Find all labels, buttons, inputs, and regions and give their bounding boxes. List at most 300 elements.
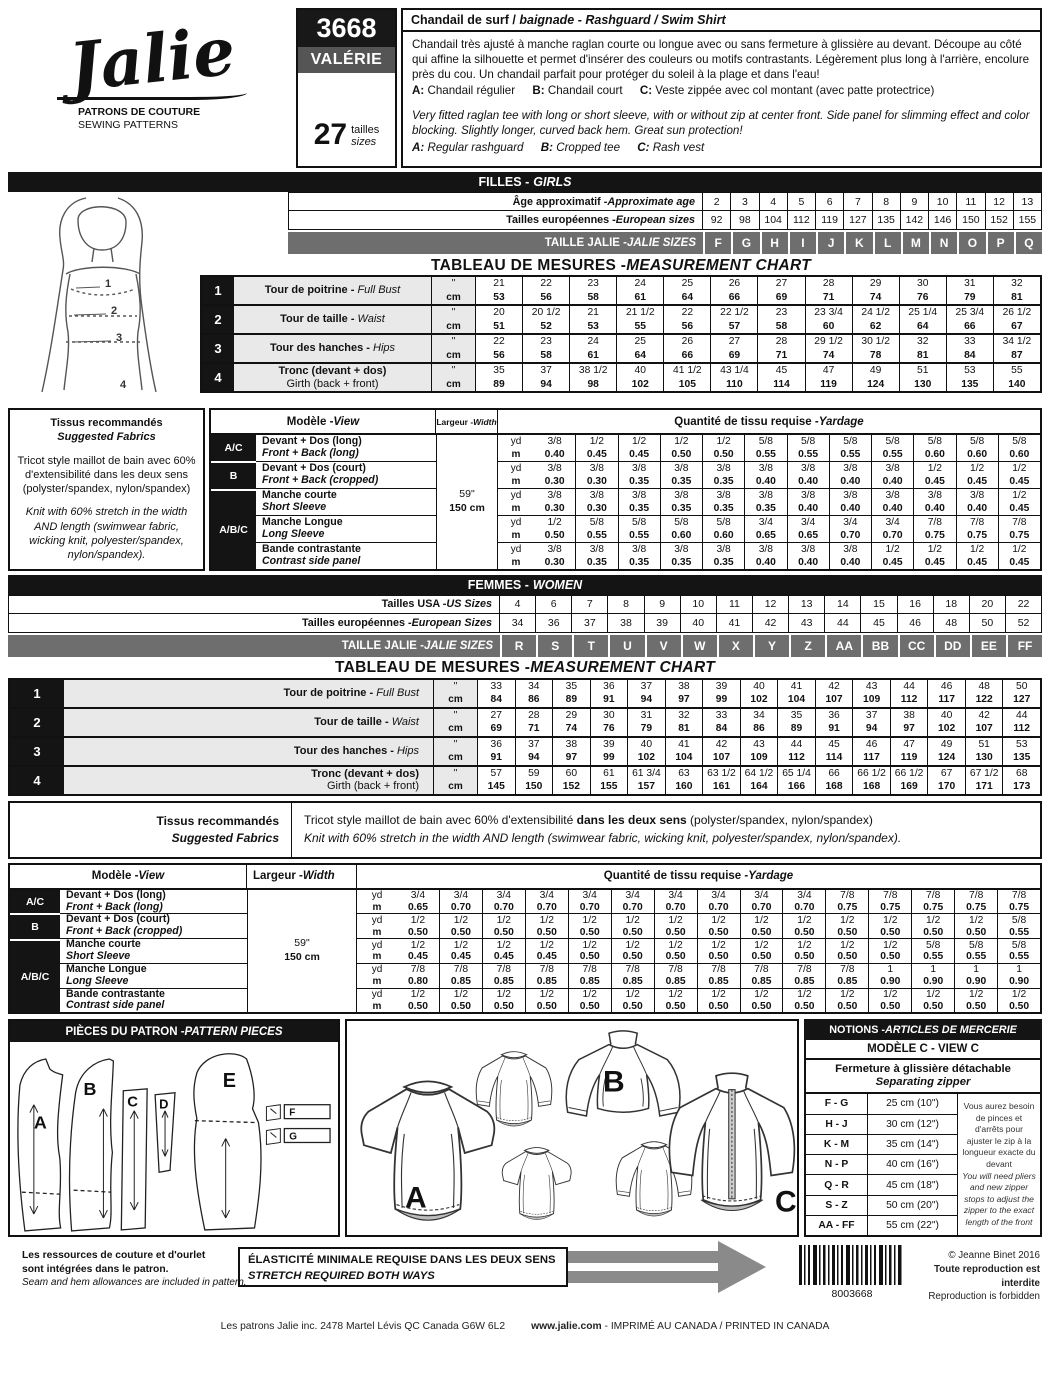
yd-value: 3/8 <box>618 489 660 502</box>
age-cell: 5 <box>788 192 816 211</box>
m-value: 0.50 <box>568 1000 611 1012</box>
euro-size-cell: 48 <box>934 614 970 633</box>
yd-value: 3/4 <box>654 890 697 902</box>
cm-value: 64 <box>616 349 663 363</box>
cm-value: 64 <box>899 320 946 334</box>
euro-size-cell: 152 <box>986 211 1014 230</box>
m-value: 0.90 <box>997 976 1040 988</box>
yd-value: 7/8 <box>997 890 1040 902</box>
us-size-cell: 22 <box>1006 595 1042 614</box>
m-value: 0.75 <box>998 529 1040 542</box>
inch-value: 67 1/2 <box>965 767 1003 781</box>
cm-value: 161 <box>702 780 740 794</box>
yd-value: 1/2 <box>654 989 697 1001</box>
m-value: 0.45 <box>575 448 617 461</box>
sizes-label-en: sizes <box>351 135 377 148</box>
inch-value: 33 <box>702 709 740 723</box>
yd-value: 1/2 <box>697 989 740 1001</box>
inch-value: 26 1/2 <box>993 306 1040 320</box>
inch-value: 66 <box>815 767 853 781</box>
view-label: B <box>10 915 60 941</box>
yd-value: 3/8 <box>787 462 829 475</box>
m-value: 0.50 <box>654 1000 697 1012</box>
inch-value: 38 1/2 <box>569 364 616 378</box>
m-value: 0.50 <box>825 1000 868 1012</box>
yd-value: 7/8 <box>697 964 740 976</box>
m-value: 0.85 <box>782 976 825 988</box>
cm-value: 76 <box>899 291 946 305</box>
euro-size-cell: 44 <box>825 614 861 633</box>
cm-value: 78 <box>852 349 899 363</box>
yd-value: 1/2 <box>660 435 702 448</box>
m-value: 0.30 <box>544 475 565 487</box>
jalie-size-cell: S <box>536 635 572 657</box>
yd-value: 1/2 <box>782 989 825 1001</box>
cm-value: 58 <box>522 349 569 363</box>
cm-value: 89 <box>552 693 590 707</box>
euro-size-cell: 155 <box>1014 211 1042 230</box>
yd-value: 1/2 <box>611 939 654 951</box>
cm-value: 97 <box>552 751 590 765</box>
m-value: 0.75 <box>825 902 868 914</box>
m-value: 0.50 <box>525 1000 568 1012</box>
inch-value: 36 <box>815 709 853 723</box>
fabric-width-cell: 59" 150 cm <box>247 890 357 1013</box>
yd-value: 7/8 <box>568 964 611 976</box>
cm-value: 130 <box>899 378 946 392</box>
m-value: 0.55 <box>618 529 660 542</box>
yd-value: 1/2 <box>956 462 998 475</box>
m-value: 0.75 <box>913 529 955 542</box>
inch-value: 67 <box>927 767 965 781</box>
cm-value: 71 <box>515 722 553 736</box>
barcode-image <box>797 1245 907 1285</box>
m-value: 0.30 <box>544 556 565 568</box>
cm-value: 86 <box>515 693 553 707</box>
m-value: 0.50 <box>654 926 697 938</box>
m-value: 0.70 <box>782 902 825 914</box>
inch-value: 40 <box>740 680 778 694</box>
cm-value: 130 <box>965 751 1003 765</box>
us-size-cell: 9 <box>645 595 681 614</box>
inch-value: 27 <box>490 709 502 721</box>
yd-value: 1/2 <box>568 914 611 926</box>
women-measure-row-girth: 4 Tronc (devant + dos) Girth (back + front) " cm 57 59 60 61 61 3/4 63 63 1/2 64 1/2 65 1/4 66 66 1/2 66 1/2 67 67 1/2 68 145 150 152 155 157 160 161 164 166 168 168 169 170 171 173 <box>8 765 1042 796</box>
yd-value: 1 <box>997 964 1040 976</box>
m-value: 0.35 <box>744 502 786 515</box>
zipper-row: AA - FF 55 cm (22") <box>806 1216 957 1235</box>
m-value: 0.35 <box>702 475 744 488</box>
pattern-pieces-drawing <box>10 1042 338 1235</box>
inch-value: 51 <box>899 364 946 378</box>
inch-value: 26 <box>663 335 710 349</box>
zipper-row: Q - R 45 cm (18") <box>806 1175 957 1195</box>
svg-text:B: B <box>83 1079 97 1100</box>
m-value: 0.40 <box>829 475 871 488</box>
cm-value: 155 <box>590 780 628 794</box>
inch-value: 25 <box>616 335 663 349</box>
m-value: 0.50 <box>868 1000 911 1012</box>
euro-size-cell: 34 <box>500 614 536 633</box>
yd-value: 5/8 <box>913 435 955 448</box>
m-value: 0.50 <box>697 926 740 938</box>
notions-panel <box>804 1019 1042 1237</box>
girls-measure-row-bust: 1 Tour de poitrine - Full Bust " cm 21 22 23 24 25 26 27 28 29 30 31 32 53 56 58 61 64 66 69 71 74 76 79 81 <box>200 275 1042 306</box>
m-value: 0.70 <box>568 902 611 914</box>
inch-value: 46 <box>852 738 890 752</box>
yd-value: 3/8 <box>702 489 744 502</box>
m-value: 0.40 <box>829 556 871 569</box>
yd-value: 7/8 <box>782 964 825 976</box>
cm-value: 56 <box>493 349 505 361</box>
cm-value: 145 <box>487 781 505 793</box>
zipper-header: Fermeture à glissière détachable Separating zipper <box>804 1060 1042 1094</box>
m-value: 0.40 <box>744 556 786 569</box>
m-value: 0.40 <box>787 502 829 515</box>
inch-value: 41 <box>777 680 815 694</box>
m-value: 0.50 <box>654 951 697 963</box>
m-value: 0.75 <box>997 902 1040 914</box>
cm-value: 135 <box>946 378 993 392</box>
inch-value: 40 <box>616 364 663 378</box>
inch-value: 32 <box>665 709 703 723</box>
cm-value: 99 <box>590 751 628 765</box>
inch-value: 34 <box>515 680 553 694</box>
girls-section-bar: FILLES - GIRLS <box>8 172 1042 192</box>
cm-value: 107 <box>965 722 1003 736</box>
inch-value: 27 <box>710 335 757 349</box>
inch-value: 31 <box>946 277 993 291</box>
m-value: 0.35 <box>660 475 702 488</box>
cm-value: 124 <box>852 378 899 392</box>
inch-value: 65 1/4 <box>777 767 815 781</box>
yd-value: 1/2 <box>618 435 660 448</box>
inch-value: 50 <box>1002 680 1040 694</box>
yd-value: 5/8 <box>787 435 829 448</box>
yd-value: 1/2 <box>825 989 868 1001</box>
m-value: 0.50 <box>782 926 825 938</box>
m-value: 0.90 <box>868 976 911 988</box>
cm-value: 170 <box>927 780 965 794</box>
m-value: 0.50 <box>740 951 783 963</box>
m-value: 0.50 <box>782 1000 825 1012</box>
yd-value: 3/8 <box>575 462 617 475</box>
cm-value: 105 <box>663 378 710 392</box>
cm-value: 152 <box>552 780 590 794</box>
yd-value: 3/4 <box>525 890 568 902</box>
inch-value: 28 <box>805 277 852 291</box>
yd-value: 3/8 <box>547 489 562 501</box>
inch-value: 37 <box>852 709 890 723</box>
svg-text:2: 2 <box>111 305 118 317</box>
us-size-cell: 18 <box>934 595 970 614</box>
m-value: 0.45 <box>482 951 525 963</box>
yd-value: 1/2 <box>568 939 611 951</box>
m-value: 0.50 <box>525 926 568 938</box>
inch-value: 38 <box>552 738 590 752</box>
age-cell: 12 <box>986 192 1014 211</box>
inch-value: 33 <box>946 335 993 349</box>
m-value: 0.35 <box>618 502 660 515</box>
m-value: 0.50 <box>911 926 954 938</box>
inch-value: 59 <box>515 767 553 781</box>
cm-value: 56 <box>522 291 569 305</box>
m-value: 0.45 <box>913 475 955 488</box>
inch-value: 48 <box>965 680 1003 694</box>
m-value: 0.85 <box>611 976 654 988</box>
jalie-size-cell: V <box>645 635 681 657</box>
cm-value: 150 <box>515 780 553 794</box>
yd-value: 7/8 <box>410 964 426 976</box>
svg-text:F: F <box>289 1107 296 1119</box>
m-value: 0.50 <box>660 448 702 461</box>
m-value: 0.45 <box>998 502 1040 515</box>
yd-value: 5/8 <box>998 435 1040 448</box>
m-value: 0.50 <box>697 1000 740 1012</box>
fabrics-text-fr: Tricot style maillot de bain avec 60% d'extensibilité dans les deux sens (polyster/spandex, nylon/spandex) <box>17 454 196 496</box>
yd-value: 3/8 <box>547 435 562 447</box>
inch-value: 25 1/4 <box>899 306 946 320</box>
view-label: A/C <box>211 435 256 463</box>
yd-value: 1/2 <box>740 989 783 1001</box>
cm-value: 58 <box>569 291 616 305</box>
inch-value: 68 <box>1002 767 1040 781</box>
m-value: 0.45 <box>407 951 428 963</box>
yd-value: 5/8 <box>660 516 702 529</box>
cm-value: 52 <box>522 320 569 334</box>
inch-value: 44 <box>1002 709 1040 723</box>
age-cell: 13 <box>1014 192 1042 211</box>
inch-value: 24 <box>616 277 663 291</box>
yd-value: 1/2 <box>525 989 568 1001</box>
inch-value: 44 <box>777 738 815 752</box>
inch-value: 45 <box>757 364 804 378</box>
yd-value: 1/2 <box>654 914 697 926</box>
euro-size-cell: 43 <box>789 614 825 633</box>
cm-value: 117 <box>852 751 890 765</box>
m-value: 0.85 <box>654 976 697 988</box>
cm-value: 56 <box>663 320 710 334</box>
m-value: 0.55 <box>744 448 786 461</box>
cm-value: 102 <box>740 693 778 707</box>
m-value: 0.70 <box>439 902 482 914</box>
yd-value: 1/2 <box>868 989 911 1001</box>
pattern-pieces-panel: PIÈCES DU PATRON - PATTERN PIECES A B C D E F G <box>8 1019 340 1237</box>
yd-value: 3/4 <box>871 516 913 529</box>
inch-value: 40 <box>927 709 965 723</box>
m-value: 0.60 <box>660 529 702 542</box>
yd-value: 7/8 <box>998 516 1040 529</box>
cm-value: 102 <box>616 378 663 392</box>
jalie-logo: Jalie <box>65 11 239 107</box>
cm-value: 66 <box>663 349 710 363</box>
women-euro-row: Tailles européennes - European Sizes 34 36 37 38 39 40 41 42 43 44 45 46 48 50 52 <box>8 614 1042 633</box>
fabrics-text-en: Knit with 60% stretch in the width AND length (swimwear fabric, wicking knit, polyester/spandex, nylon/spandex). <box>25 506 188 562</box>
cm-value: 112 <box>777 751 815 765</box>
m-value: 0.50 <box>568 926 611 938</box>
yd-value: 1/2 <box>575 435 617 448</box>
cm-value: 98 <box>569 378 616 392</box>
cm-value: 171 <box>965 780 1003 794</box>
jalie-size-cell: Y <box>753 635 789 657</box>
yd-value: 1/2 <box>913 462 955 475</box>
yd-value: 3/4 <box>439 890 482 902</box>
m-value: 0.40 <box>871 502 913 515</box>
euro-size-cell: 36 <box>536 614 572 633</box>
m-value: 0.85 <box>568 976 611 988</box>
cm-value: 91 <box>815 722 853 736</box>
m-value: 0.35 <box>618 475 660 488</box>
inch-value: 45 <box>815 738 853 752</box>
cm-value: 168 <box>852 780 890 794</box>
girls-measure-row-hips: 3 Tour des hanches - Hips " cm 22 23 24 25 26 27 28 29 1/2 30 1/2 32 33 34 1/2 56 58 61 64 66 69 71 74 78 81 84 87 <box>200 333 1042 364</box>
inch-value: 40 <box>627 738 665 752</box>
cm-value: 60 <box>805 320 852 334</box>
jalie-size-cell: T <box>572 635 608 657</box>
seam-allowance-note: Les ressources de couture et d'ourlet sont intégrées dans le patron. Seam and hem allowances are included in pattern. <box>22 1250 247 1289</box>
m-value: 0.70 <box>871 529 913 542</box>
m-value: 0.50 <box>611 926 654 938</box>
cm-value: 57 <box>710 320 757 334</box>
cm-value: 110 <box>710 378 757 392</box>
yd-value: 1/2 <box>525 939 568 951</box>
inch-value: 53 <box>1002 738 1040 752</box>
yd-value: 1 <box>911 964 954 976</box>
us-size-cell: 16 <box>898 595 934 614</box>
m-value: 0.60 <box>998 448 1040 461</box>
yd-value: 3/8 <box>744 462 786 475</box>
inch-value: 22 1/2 <box>710 306 757 320</box>
women-measure-row-bust: 1 Tour de poitrine - Full Bust " cm 33 34 35 36 37 38 39 40 41 42 43 44 46 48 50 84 86 89 91 94 97 99 102 104 107 109 112 117 122 127 <box>8 678 1042 709</box>
m-value: 0.50 <box>868 951 911 963</box>
yd-value: 3/8 <box>702 462 744 475</box>
inch-value: 41 1/2 <box>663 364 710 378</box>
yd-value: 1/2 <box>702 435 744 448</box>
inch-value: 21 <box>569 306 616 320</box>
m-value: 0.55 <box>829 448 871 461</box>
view-label: A/B/C <box>10 941 60 1012</box>
inch-value: 66 1/2 <box>852 767 890 781</box>
euro-size-cell: 42 <box>753 614 789 633</box>
cm-value: 94 <box>515 751 553 765</box>
cm-value: 74 <box>852 291 899 305</box>
cm-value: 84 <box>702 722 740 736</box>
yd-value: 1/2 <box>956 543 998 556</box>
cm-value: 114 <box>757 378 804 392</box>
cm-value: 102 <box>927 722 965 736</box>
m-value: 0.50 <box>568 951 611 963</box>
website: www.jalie.com <box>531 1321 602 1333</box>
yd-value: 5/8 <box>997 914 1040 926</box>
inch-value: 49 <box>852 364 899 378</box>
inch-value: 43 <box>852 680 890 694</box>
yd-value: 5/8 <box>954 939 997 951</box>
m-value: 0.80 <box>407 976 428 988</box>
yd-value: 1/2 <box>482 939 525 951</box>
yd-value: 1/2 <box>911 914 954 926</box>
yd-value: 3/8 <box>702 543 744 556</box>
euro-size-cell: 112 <box>788 211 816 230</box>
cm-value: 69 <box>710 349 757 363</box>
cm-value: 64 <box>663 291 710 305</box>
yd-value: 1/2 <box>913 543 955 556</box>
cm-value: 135 <box>1002 751 1040 765</box>
jalie-size-cell: N <box>929 232 957 254</box>
m-value: 0.35 <box>618 556 660 569</box>
inch-value: 47 <box>890 738 928 752</box>
cm-value: 97 <box>665 693 703 707</box>
svg-text:1: 1 <box>105 278 112 290</box>
stretch-arrow-icon <box>568 1239 768 1295</box>
inch-value: 20 1/2 <box>522 306 569 320</box>
svg-text:A: A <box>405 1181 427 1215</box>
jalie-size-cell: EE <box>970 635 1006 657</box>
girls-fabrics-box: Tissus recommandés Suggested Fabrics Tricot style maillot de bain avec 60% d'extensibilité dans les deux sens (polyster/spandex, nylon/spandex) Knit with 60% stretch in the width AND length (swimwear fabric, wicking knit, polyester/spandex, nylon/spandex). <box>8 408 205 571</box>
m-value: 0.60 <box>956 448 998 461</box>
m-value: 0.45 <box>956 475 998 488</box>
inch-value: 42 <box>815 680 853 694</box>
yd-value: 3/8 <box>829 543 871 556</box>
header <box>8 8 1042 168</box>
euro-size-cell: 52 <box>1006 614 1042 633</box>
girls-jalie-row: TAILLE JALIE - JALIE SIZES F G H I J K L M N O P Q <box>200 232 1042 254</box>
cm-value: 112 <box>1002 722 1040 736</box>
us-size-cell: 7 <box>572 595 608 614</box>
cm-value: 94 <box>627 693 665 707</box>
cm-value: 67 <box>993 320 1040 334</box>
m-value: 0.65 <box>407 901 428 913</box>
jalie-size-cell: P <box>986 232 1014 254</box>
inch-value: 26 <box>710 277 757 291</box>
girls-chart-title: TABLEAU DE MESURES - MEASUREMENT CHART <box>431 256 811 274</box>
euro-size-cell: 92 <box>703 211 731 230</box>
yd-value: 1/2 <box>954 989 997 1001</box>
yd-value: 3/8 <box>787 543 829 556</box>
m-value: 0.60 <box>702 529 744 542</box>
jalie-size-cell: H <box>760 232 788 254</box>
yd-value: 3/8 <box>744 489 786 502</box>
yd-value: 1/2 <box>482 989 525 1001</box>
cm-value: 122 <box>965 693 1003 707</box>
cm-value: 107 <box>702 751 740 765</box>
yd-value: 7/8 <box>654 964 697 976</box>
yd-value: 1/2 <box>482 914 525 926</box>
svg-text:A: A <box>33 1112 47 1133</box>
inch-value: 22 <box>493 336 505 348</box>
yd-value: 3/8 <box>618 543 660 556</box>
m-value: 0.70 <box>697 902 740 914</box>
cm-value: 117 <box>927 693 965 707</box>
cm-value: 107 <box>815 693 853 707</box>
us-size-cell: 4 <box>500 595 536 614</box>
cm-value: 173 <box>1002 780 1040 794</box>
cm-value: 69 <box>490 723 502 735</box>
inch-value: 34 1/2 <box>993 335 1040 349</box>
age-cell: 3 <box>731 192 759 211</box>
yd-value: 1/2 <box>825 939 868 951</box>
cm-value: 66 <box>946 320 993 334</box>
m-value: 0.55 <box>911 951 954 963</box>
inch-value: 25 <box>663 277 710 291</box>
inch-value: 42 <box>702 738 740 752</box>
m-value: 0.45 <box>525 951 568 963</box>
m-value: 0.55 <box>954 951 997 963</box>
m-value: 0.45 <box>439 951 482 963</box>
women-chart-title: TABLEAU DE MESURES - MEASUREMENT CHART <box>335 659 715 677</box>
girls-measure-row-waist: 2 Tour de taille - Waist " cm 20 20 1/2 21 21 1/2 22 22 1/2 23 23 3/4 24 1/2 25 1/4 25 3/4 26 1/2 51 52 53 55 56 57 58 60 62 64 66 67 <box>200 304 1042 335</box>
euro-size-cell: 38 <box>608 614 644 633</box>
inch-value: 21 <box>493 278 505 290</box>
